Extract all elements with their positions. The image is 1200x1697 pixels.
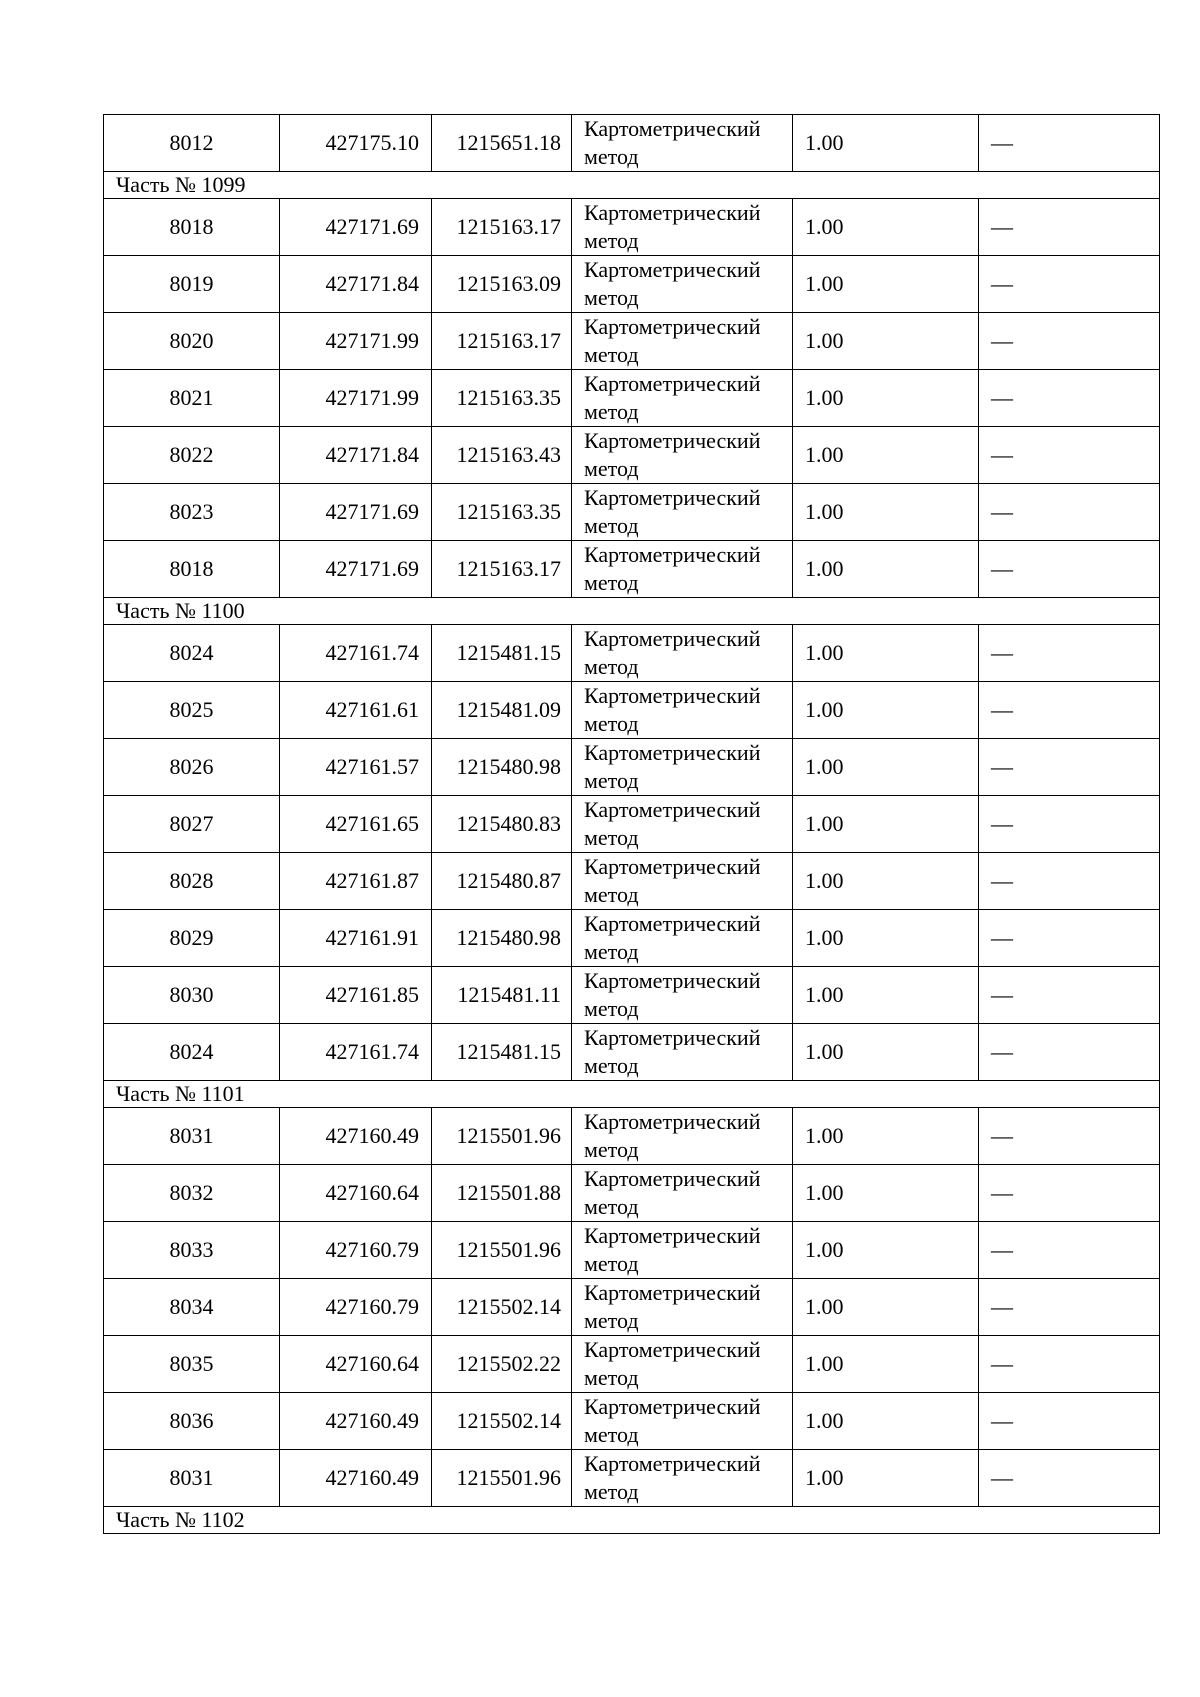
- method-line-2: метод: [584, 342, 639, 367]
- point-number-cell: 8027: [104, 796, 280, 853]
- method-line-1: Картометрический: [584, 854, 761, 879]
- y-coordinate-cell: 1215163.17: [432, 541, 572, 598]
- accuracy-cell: 1.00: [793, 682, 979, 739]
- point-number-cell: 8024: [104, 1024, 280, 1081]
- table-row: [104, 796, 1160, 853]
- accuracy-cell: 1.00: [793, 1108, 979, 1165]
- method-line-1: Картометрический: [584, 1223, 761, 1248]
- method-cell: [572, 1108, 793, 1165]
- accuracy-cell: 1.00: [793, 910, 979, 967]
- y-coordinate-cell: 1215501.96: [432, 1450, 572, 1507]
- x-coordinate-cell: 427160.64: [280, 1165, 432, 1222]
- method-line-2: метод: [584, 570, 639, 595]
- part-header-row: [104, 172, 1160, 199]
- y-coordinate-cell: 1215480.83: [432, 796, 572, 853]
- description-cell: —: [979, 1108, 1160, 1165]
- description-cell: —: [979, 313, 1160, 370]
- y-coordinate-cell: 1215480.87: [432, 853, 572, 910]
- method-line-2: метод: [584, 1194, 639, 1219]
- description-cell: —: [979, 739, 1160, 796]
- method-cell: [572, 313, 793, 370]
- description-cell: —: [979, 853, 1160, 910]
- accuracy-cell: 1.00: [793, 541, 979, 598]
- point-number-cell: 8034: [104, 1279, 280, 1336]
- description-cell: —: [979, 1222, 1160, 1279]
- method-line-2: метод: [584, 456, 639, 481]
- x-coordinate-cell: 427161.74: [280, 1024, 432, 1081]
- x-coordinate-cell: 427161.61: [280, 682, 432, 739]
- x-coordinate-cell: 427160.49: [280, 1450, 432, 1507]
- method-cell: [572, 199, 793, 256]
- description-cell: —: [979, 1336, 1160, 1393]
- y-coordinate-cell: 1215163.35: [432, 370, 572, 427]
- description-cell: —: [979, 967, 1160, 1024]
- point-number-cell: 8018: [104, 541, 280, 598]
- y-coordinate-cell: 1215502.14: [432, 1393, 572, 1450]
- y-coordinate-cell: 1215502.22: [432, 1336, 572, 1393]
- description-cell: —: [979, 910, 1160, 967]
- x-coordinate-cell: 427161.57: [280, 739, 432, 796]
- accuracy-cell: 1.00: [793, 370, 979, 427]
- method-line-2: метод: [584, 1308, 639, 1333]
- method-line-2: метод: [584, 1479, 639, 1504]
- table-row: [104, 625, 1160, 682]
- method-cell: [572, 967, 793, 1024]
- x-coordinate-cell: 427171.69: [280, 541, 432, 598]
- point-number-cell: 8020: [104, 313, 280, 370]
- part-label: Часть № 1102: [104, 1507, 1160, 1534]
- method-line-1: Картометрический: [584, 542, 761, 567]
- method-line-1: Картометрический: [584, 257, 761, 282]
- accuracy-cell: 1.00: [793, 1024, 979, 1081]
- description-cell: —: [979, 1024, 1160, 1081]
- method-line-2: метод: [584, 939, 639, 964]
- y-coordinate-cell: 1215501.96: [432, 1108, 572, 1165]
- method-cell: [572, 1024, 793, 1081]
- point-number-cell: 8033: [104, 1222, 280, 1279]
- point-number-cell: 8021: [104, 370, 280, 427]
- accuracy-cell: 1.00: [793, 853, 979, 910]
- method-line-2: метод: [584, 144, 639, 169]
- table-row: [104, 1336, 1160, 1393]
- method-cell: [572, 1279, 793, 1336]
- table-row: [104, 1222, 1160, 1279]
- part-header-row: [104, 1081, 1160, 1108]
- description-cell: —: [979, 1279, 1160, 1336]
- method-cell: [572, 115, 793, 172]
- point-number-cell: 8035: [104, 1336, 280, 1393]
- part-header-row: [104, 598, 1160, 625]
- y-coordinate-cell: 1215163.35: [432, 484, 572, 541]
- x-coordinate-cell: 427175.10: [280, 115, 432, 172]
- x-coordinate-cell: 427160.79: [280, 1279, 432, 1336]
- method-cell: [572, 1336, 793, 1393]
- y-coordinate-cell: 1215163.17: [432, 199, 572, 256]
- method-line-1: Картометрический: [584, 1451, 761, 1476]
- method-cell: [572, 1450, 793, 1507]
- accuracy-cell: 1.00: [793, 625, 979, 682]
- x-coordinate-cell: 427161.65: [280, 796, 432, 853]
- x-coordinate-cell: 427171.99: [280, 313, 432, 370]
- point-number-cell: 8018: [104, 199, 280, 256]
- point-number-cell: 8026: [104, 739, 280, 796]
- y-coordinate-cell: 1215480.98: [432, 910, 572, 967]
- method-line-1: Картометрический: [584, 911, 761, 936]
- x-coordinate-cell: 427171.99: [280, 370, 432, 427]
- x-coordinate-cell: 427171.69: [280, 199, 432, 256]
- point-number-cell: 8032: [104, 1165, 280, 1222]
- method-line-2: метод: [584, 768, 639, 793]
- table-row: [104, 853, 1160, 910]
- method-cell: [572, 427, 793, 484]
- description-cell: —: [979, 796, 1160, 853]
- y-coordinate-cell: 1215481.09: [432, 682, 572, 739]
- point-number-cell: 8036: [104, 1393, 280, 1450]
- method-cell: [572, 682, 793, 739]
- table-row: [104, 910, 1160, 967]
- y-coordinate-cell: 1215501.96: [432, 1222, 572, 1279]
- table-row: [104, 313, 1160, 370]
- accuracy-cell: 1.00: [793, 1393, 979, 1450]
- table-row: [104, 1108, 1160, 1165]
- point-number-cell: 8030: [104, 967, 280, 1024]
- method-line-1: Картометрический: [584, 428, 761, 453]
- method-cell: [572, 1393, 793, 1450]
- part-label: Часть № 1100: [104, 598, 1160, 625]
- description-cell: —: [979, 199, 1160, 256]
- point-number-cell: 8022: [104, 427, 280, 484]
- accuracy-cell: 1.00: [793, 199, 979, 256]
- table-row: [104, 1279, 1160, 1336]
- method-line-1: Картометрический: [584, 1025, 761, 1050]
- point-number-cell: 8031: [104, 1450, 280, 1507]
- part-label: Часть № 1099: [104, 172, 1160, 199]
- accuracy-cell: 1.00: [793, 1222, 979, 1279]
- y-coordinate-cell: 1215163.17: [432, 313, 572, 370]
- description-cell: —: [979, 625, 1160, 682]
- accuracy-cell: 1.00: [793, 484, 979, 541]
- method-line-1: Картометрический: [584, 1394, 761, 1419]
- x-coordinate-cell: 427171.84: [280, 427, 432, 484]
- method-line-1: Картометрический: [584, 116, 761, 141]
- y-coordinate-cell: 1215502.14: [432, 1279, 572, 1336]
- method-cell: [572, 484, 793, 541]
- point-number-cell: 8031: [104, 1108, 280, 1165]
- point-number-cell: 8028: [104, 853, 280, 910]
- method-cell: [572, 910, 793, 967]
- description-cell: —: [979, 115, 1160, 172]
- x-coordinate-cell: 427171.84: [280, 256, 432, 313]
- method-line-2: метод: [584, 996, 639, 1021]
- method-line-1: Картометрический: [584, 1109, 761, 1134]
- method-line-2: метод: [584, 825, 639, 850]
- method-line-2: метод: [584, 654, 639, 679]
- method-cell: [572, 796, 793, 853]
- y-coordinate-cell: 1215163.09: [432, 256, 572, 313]
- accuracy-cell: 1.00: [793, 313, 979, 370]
- part-header-row: [104, 1507, 1160, 1534]
- method-line-1: Картометрический: [584, 968, 761, 993]
- method-line-1: Картометрический: [584, 314, 761, 339]
- table-row: [104, 541, 1160, 598]
- accuracy-cell: 1.00: [793, 115, 979, 172]
- method-line-1: Картометрический: [584, 1166, 761, 1191]
- table-row: [104, 739, 1160, 796]
- x-coordinate-cell: 427171.69: [280, 484, 432, 541]
- x-coordinate-cell: 427161.91: [280, 910, 432, 967]
- accuracy-cell: 1.00: [793, 739, 979, 796]
- method-line-1: Картометрический: [584, 485, 761, 510]
- method-line-2: метод: [584, 711, 639, 736]
- method-cell: [572, 1165, 793, 1222]
- table-row: [104, 1024, 1160, 1081]
- y-coordinate-cell: 1215501.88: [432, 1165, 572, 1222]
- method-line-2: метод: [584, 1422, 639, 1447]
- method-cell: [572, 853, 793, 910]
- method-cell: [572, 256, 793, 313]
- method-cell: [572, 1222, 793, 1279]
- method-line-2: метод: [584, 1365, 639, 1390]
- method-line-2: метод: [584, 399, 639, 424]
- point-number-cell: 8019: [104, 256, 280, 313]
- accuracy-cell: 1.00: [793, 427, 979, 484]
- y-coordinate-cell: 1215163.43: [432, 427, 572, 484]
- description-cell: —: [979, 484, 1160, 541]
- description-cell: —: [979, 1450, 1160, 1507]
- description-cell: —: [979, 541, 1160, 598]
- method-line-1: Картометрический: [584, 626, 761, 651]
- method-cell: [572, 370, 793, 427]
- x-coordinate-cell: 427160.79: [280, 1222, 432, 1279]
- description-cell: —: [979, 427, 1160, 484]
- method-line-2: метод: [584, 882, 639, 907]
- accuracy-cell: 1.00: [793, 967, 979, 1024]
- x-coordinate-cell: 427161.74: [280, 625, 432, 682]
- method-cell: [572, 625, 793, 682]
- method-line-2: метод: [584, 285, 639, 310]
- x-coordinate-cell: 427161.85: [280, 967, 432, 1024]
- point-number-cell: 8025: [104, 682, 280, 739]
- method-line-1: Картометрический: [584, 200, 761, 225]
- method-line-1: Картометрический: [584, 797, 761, 822]
- accuracy-cell: 1.00: [793, 1279, 979, 1336]
- method-line-2: метод: [584, 1137, 639, 1162]
- table-row: [104, 682, 1160, 739]
- method-line-2: метод: [584, 1251, 639, 1276]
- description-cell: —: [979, 370, 1160, 427]
- description-cell: —: [979, 1393, 1160, 1450]
- table-row: [104, 427, 1160, 484]
- method-line-1: Картометрический: [584, 371, 761, 396]
- x-coordinate-cell: 427160.64: [280, 1336, 432, 1393]
- coordinates-table: [103, 114, 1160, 1534]
- point-number-cell: 8024: [104, 625, 280, 682]
- accuracy-cell: 1.00: [793, 1450, 979, 1507]
- y-coordinate-cell: 1215481.11: [432, 967, 572, 1024]
- table-row: [104, 1450, 1160, 1507]
- y-coordinate-cell: 1215481.15: [432, 625, 572, 682]
- table-row: [104, 115, 1160, 172]
- y-coordinate-cell: 1215480.98: [432, 739, 572, 796]
- coordinates-table-body: [104, 115, 1160, 1534]
- table-row: [104, 256, 1160, 313]
- y-coordinate-cell: 1215651.18: [432, 115, 572, 172]
- method-line-2: метод: [584, 228, 639, 253]
- method-line-1: Картометрический: [584, 1337, 761, 1362]
- x-coordinate-cell: 427160.49: [280, 1393, 432, 1450]
- part-label: Часть № 1101: [104, 1081, 1160, 1108]
- x-coordinate-cell: 427160.49: [280, 1108, 432, 1165]
- table-row: [104, 199, 1160, 256]
- point-number-cell: 8023: [104, 484, 280, 541]
- table-row: [104, 967, 1160, 1024]
- description-cell: —: [979, 682, 1160, 739]
- table-row: [104, 1165, 1160, 1222]
- point-number-cell: 8012: [104, 115, 280, 172]
- method-cell: [572, 739, 793, 796]
- description-cell: —: [979, 1165, 1160, 1222]
- method-line-1: Картометрический: [584, 740, 761, 765]
- accuracy-cell: 1.00: [793, 256, 979, 313]
- accuracy-cell: 1.00: [793, 1336, 979, 1393]
- table-row: [104, 1393, 1160, 1450]
- y-coordinate-cell: 1215481.15: [432, 1024, 572, 1081]
- method-line-2: метод: [584, 1053, 639, 1078]
- table-row: [104, 370, 1160, 427]
- accuracy-cell: 1.00: [793, 1165, 979, 1222]
- point-number-cell: 8029: [104, 910, 280, 967]
- method-cell: [572, 541, 793, 598]
- table-row: [104, 484, 1160, 541]
- method-line-1: Картометрический: [584, 1280, 761, 1305]
- method-line-1: Картометрический: [584, 683, 761, 708]
- description-cell: —: [979, 256, 1160, 313]
- accuracy-cell: 1.00: [793, 796, 979, 853]
- method-line-2: метод: [584, 513, 639, 538]
- x-coordinate-cell: 427161.87: [280, 853, 432, 910]
